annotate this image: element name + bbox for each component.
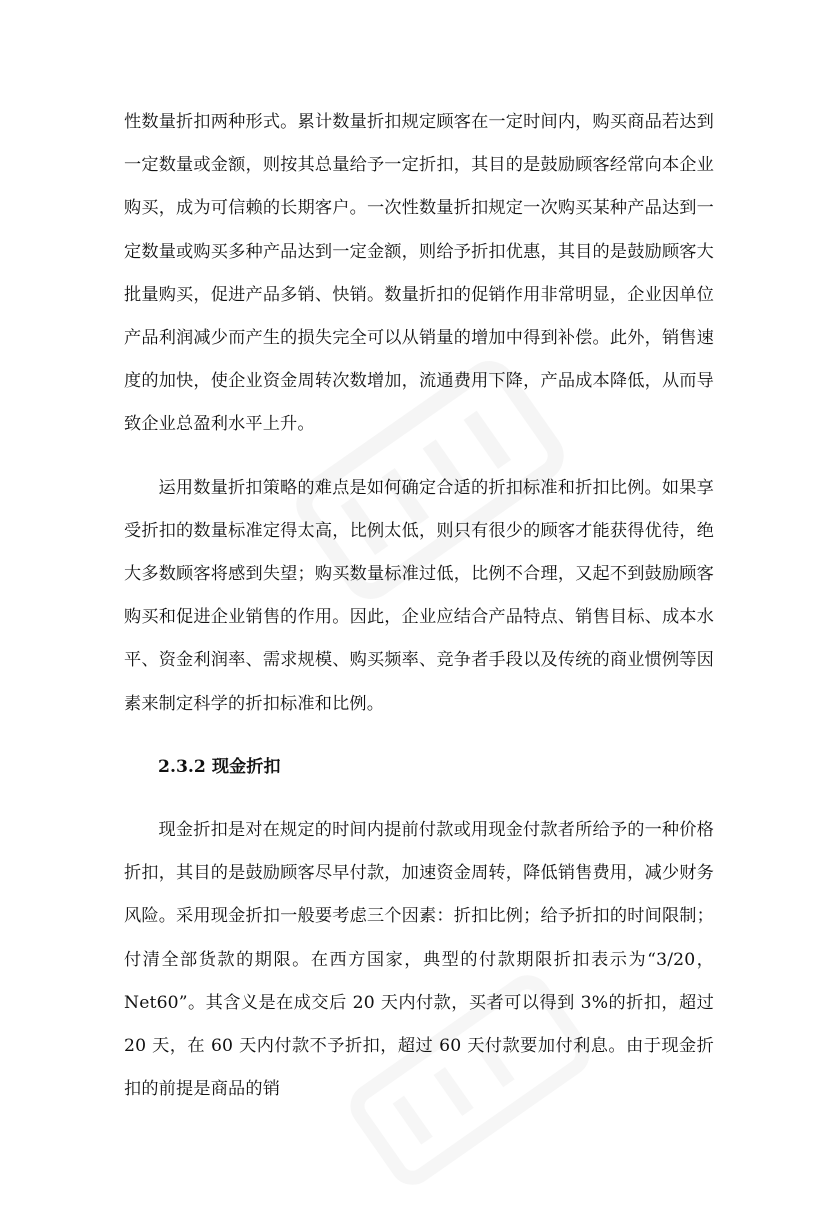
paragraph-gap — [124, 789, 714, 809]
paragraph-quantity-discount-forms: 性数量折扣两种形式。累计数量折扣规定顾客在一定时间内，购买商品若达到一定数量或金额，则按其总量给予一定折扣，其目的是鼓励顾客经常向本企业购买，成为可信赖的长期客户。一次性数量折扣规定一次购买某种产品达到一定数量或购买多种产品达到一定金额，则给予折扣优惠，其目的是鼓励顾客大批量购买，促进产品多销、快销。数量折扣的促销作用非常明显，企业因单位产品利润减少而产生的损失完全可以从销量的增加中得到补偿。此外，销售速度的加快，使企业资金周转次数增加，流通费用下降，产品成本降低，从而导致企业总盈利水平上升。 — [124, 112, 714, 435]
paragraph-gap — [124, 726, 714, 746]
document-body — [124, 101, 714, 1111]
paragraph-cash-discount: 现金折扣是对在规定的时间内提前付款或用现金付款者所给予的一种价格折扣，其目的是鼓励顾客尽早付款，加速资金周转，降低销售费用，减少财务风险。采用现金折扣一般要考虑三个因素：折扣比例；给予折扣的时间限制；付清全部货款的期限。在西方国家，典型的付款期限折扣表示为“3/20，Net60”。其含义是在成交后 20 天内付款，买者可以得到 3%的折扣，超过 20 天，在 60 天内付款不予折扣，超过 60 天付款要加付利息。由于现金折扣的前提是商品的销 — [124, 820, 714, 1100]
section-heading-cash-discount: 2.3.2 现金折扣 — [158, 756, 281, 777]
paragraph-gap — [124, 447, 714, 467]
paragraph-quantity-discount-difficulty: 运用数量折扣策略的难点是如何确定合适的折扣标准和折扣比例。如果享受折扣的数量标准定得太高，比例太低，则只有很少的顾客才能获得优待，绝大多数顾客将感到失望；购买数量标准过低，比例不合理，又起不到鼓励顾客购买和促进企业销售的作用。因此，企业应结合产品特点、销售目标、成本水平、资金利润率、需求规模、购买频率、竞争者手段以及传统的商业惯例等因素来制定科学的折扣标准和比例。 — [124, 477, 714, 714]
